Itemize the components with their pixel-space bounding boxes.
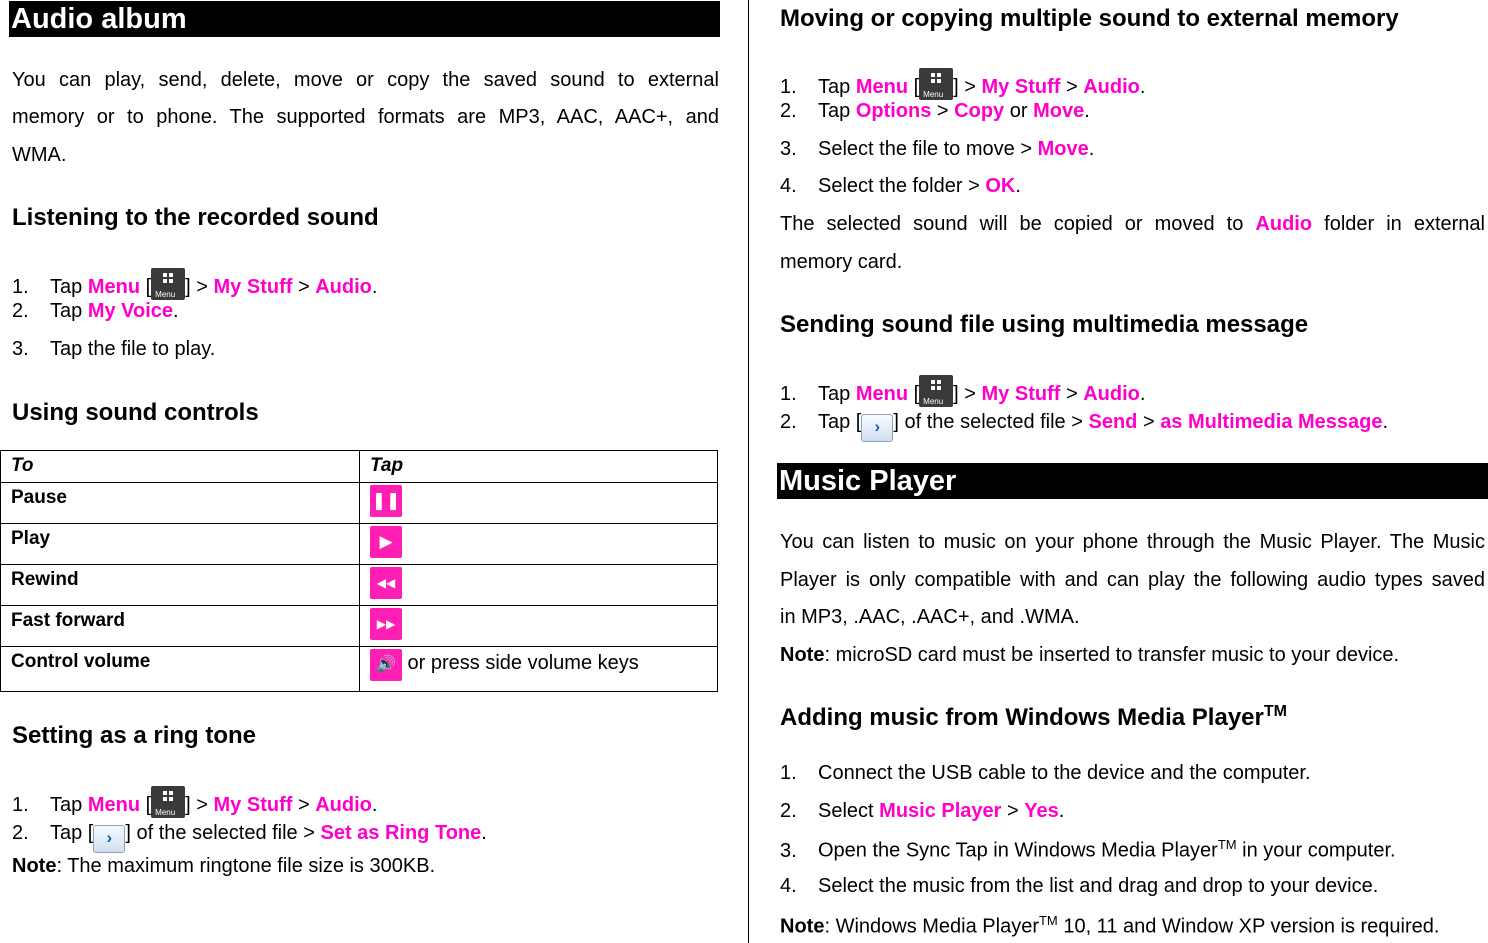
menu-link[interactable]: Menu [87,276,141,298]
sending-step-1: 1. Tap Menu [ Menu ] > My Stuff > Audio. [780,375,1145,407]
sending-heading: Sending sound file using multimedia message [780,311,1309,338]
moving-heading: Moving or copying multiple sound to external memory [780,5,1399,32]
row-label-fast-forward: Fast forward [1,606,360,647]
my-stuff-link[interactable]: My Stuff [213,276,293,298]
table-row [1,565,718,606]
music-player-title: Music Player [777,463,1488,499]
intro-line-3: WMA. [12,144,67,166]
ringtone-step-2: 2. Tap [ › ] of the selected file > Set as Ring Tone. [12,822,487,853]
table-row [1,483,718,524]
music-player-note: Note: microSD card must be inserted to transfer music to your device. [780,644,1400,666]
adding-step-4: 4. Select the music from the list and drag and drop to your device. [780,875,1379,897]
table-row [1,524,718,565]
ok-link[interactable]: OK [985,175,1016,197]
my-stuff-link[interactable]: My Stuff [981,383,1061,405]
my-stuff-link[interactable]: My Stuff [981,76,1061,98]
listening-step-3: 3. Tap the file to play. [12,338,216,360]
menu-icon[interactable]: Menu [919,68,953,100]
col-header-tap: Tap [360,451,718,483]
adding-step-2: 2. Select Music Player > Yes. [780,800,1065,822]
col-header-to: To [1,451,360,483]
set-as-ring-tone-link[interactable]: Set as Ring Tone [320,822,482,844]
audio-album-title: Audio album [9,1,720,37]
audio-link[interactable]: Audio [1083,383,1140,405]
adding-heading: Adding music from Windows Media Player™ [780,703,1287,731]
ringtone-note: Note: The maximum ringtone file size is 300KB. [12,855,436,877]
my-stuff-link[interactable]: My Stuff [213,794,293,816]
moving-step-3: 3. Select the file to move > Move. [780,138,1095,160]
copy-link[interactable]: Copy [954,100,1005,122]
pause-icon[interactable]: ❚❚ [370,485,402,517]
controls-heading: Using sound controls [12,399,259,426]
listening-step-2: 2. Tap My Voice. [12,300,179,322]
volume-keys-text: or press side volume keys [402,652,639,674]
menu-icon[interactable]: Menu [919,375,953,407]
volume-icon[interactable]: 🔊 [370,649,402,681]
menu-icon[interactable]: Menu [151,268,185,300]
send-link[interactable]: Send [1088,411,1138,433]
row-label-rewind: Rewind [1,565,360,606]
menu-icon[interactable]: Menu [151,786,185,818]
music-player-line-3: in MP3, .AAC, .AAC+, and .WMA. [780,606,1080,628]
ringtone-heading: Setting as a ring tone [12,722,257,749]
my-voice-link[interactable]: My Voice [87,300,174,322]
audio-link[interactable]: Audio [315,794,372,816]
chevron-right-icon[interactable]: › [861,414,893,442]
options-link[interactable]: Options [855,100,932,122]
intro-line-2: memory or to phone. The supported formats are MP3, AAC, AAC+, and [12,106,719,128]
play-icon[interactable]: ▶ [370,526,402,558]
move-link[interactable]: Move [1033,100,1085,122]
column-divider [748,0,749,943]
moving-result-line-1: The selected sound will be copied or moved to Audio folder in external [780,213,1486,235]
as-multimedia-message-link[interactable]: as Multimedia Message [1160,411,1383,433]
music-player-line-2: Player is only compatible with and can play the following audio types saved [780,569,1485,591]
row-label-pause: Pause [1,483,360,524]
table-row [1,647,718,692]
intro-line-1: You can play, send, delete, move or copy the saved sound to external [12,69,719,91]
row-label-control-volume: Control volume [1,647,360,692]
yes-link[interactable]: Yes [1024,800,1059,822]
table-header-row [1,451,718,483]
moving-step-4: 4. Select the folder > OK. [780,175,1021,197]
adding-step-1: 1. Connect the USB cable to the device and the computer. [780,762,1311,784]
table-row [1,606,718,647]
rewind-icon[interactable]: ◀◀ [370,567,402,599]
listening-step-1: 1. Tap Menu [ Menu ] > My Stuff > Audio. [12,268,377,300]
fast-forward-icon[interactable]: ▶▶ [370,608,402,640]
menu-link[interactable]: Menu [855,76,909,98]
adding-step-3: 3. Open the Sync Tap in Windows Media Player™ in your computer. [780,837,1396,862]
menu-link[interactable]: Menu [855,383,909,405]
moving-step-2: 2. Tap Options > Copy or Move. [780,100,1090,122]
audio-link[interactable]: Audio [1083,76,1140,98]
ringtone-step-1: 1. Tap Menu [ Menu ] > My Stuff > Audio. [12,786,377,818]
audio-link[interactable]: Audio [315,276,372,298]
adding-note: Note: Windows Media Player™ 10, 11 and Window XP version is required. [780,913,1440,938]
music-player-link[interactable]: Music Player [879,800,1002,822]
music-player-line-1: You can listen to music on your phone through the Music Player. The Music [780,531,1485,553]
moving-result-line-2: memory card. [780,251,903,273]
audio-folder-link[interactable]: Audio [1255,213,1313,235]
chevron-right-icon[interactable]: › [93,825,125,853]
move-link[interactable]: Move [1037,138,1089,160]
row-label-play: Play [1,524,360,565]
listening-heading: Listening to the recorded sound [12,204,379,231]
sending-step-2: 2. Tap [ › ] of the selected file > Send > as Multimedia Message. [780,411,1388,442]
moving-step-1: 1. Tap Menu [ Menu ] > My Stuff > Audio. [780,68,1145,100]
sound-controls-table [0,450,718,692]
menu-link[interactable]: Menu [87,794,141,816]
